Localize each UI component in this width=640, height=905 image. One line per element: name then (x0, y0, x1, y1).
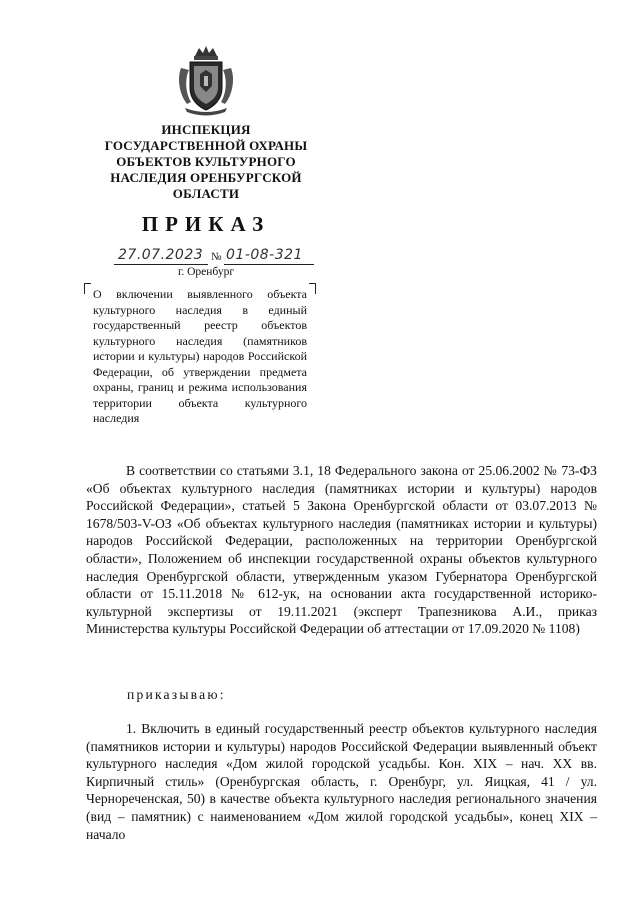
org-line: ОБЪЕКТОВ КУЛЬТУРНОГО (116, 154, 296, 169)
number-underline (224, 264, 314, 265)
org-line: ОБЛАСТИ (172, 186, 240, 201)
preamble-paragraph: В соответствии со статьями 3.1, 18 Федерального закона от 25.06.2002 № 73-ФЗ «Об объектах культурного наследия (памятниках истории и культуры) народов Российской Федерации», статьей 5 Закона Оренбургской области от 03.07.2013 № 1678/503-V-ОЗ «Об объектах культурного наследия (памятниках истории и культуры) народов Российской Федерации, расположенных на территории Оренбургской области», Положением об инспекции государственной охраны объектов культурного наследия Оренбургской области, утвержденным указом Губернатора Оренбургской области от 15.11.2018 № 612-ук, на основании акта государственной историко-культурной экспертизы от 19.11.2021 (эксперт Трапезникова А.И., приказ Министерства культуры Российской Федерации об аттестации от 17.09.2020 № 1108) (86, 463, 597, 637)
org-line: ГОСУДАРСТВЕННОЙ ОХРАНЫ (104, 138, 308, 153)
order-word: приказываю: (127, 687, 226, 702)
number-sign: № (211, 251, 222, 263)
document-type-title: ПРИКАЗ (141, 212, 271, 236)
corner-mark (309, 283, 316, 294)
document-subject: О включении выявленного объекта культурного наследия в единый государственный реестр объектов культурного наследия (памятников истории и культуры) народов Российской Федерации, об утверждении предмета охраны, границ и режима использования территории объекта культурного наследия (93, 287, 307, 425)
handwritten-number: 01-08-321 (226, 247, 303, 263)
org-line: ИНСПЕКЦИЯ (161, 122, 251, 137)
item-1-paragraph: 1. Включить в единый государственный реестр объектов культурного наследия (памятников истории и культуры) народов Российской Федерации выявленный объект культурного наследия «Дом жилой городской усадьбы. Кон. XIX – нач. XX вв. Кирпичный стиль» (Оренбургская область, г. Оренбург, ул. Яицкая, 41 / ул. Чернореченская, 50) в качестве объекта культурного наследия регионального значения (вид – памятник) с наименованием «Дом жилой городской усадьбы», конец XIX – начало (86, 721, 597, 842)
handwritten-date: 27.07.2023 (118, 247, 204, 263)
issuing-organization (84, 122, 328, 202)
date-underline (114, 264, 208, 265)
org-line: НАСЛЕДИЯ ОРЕНБУРГСКОЙ (110, 170, 302, 185)
subject-block (84, 283, 316, 443)
coat-of-arms-icon (175, 44, 237, 116)
date-number-line (84, 245, 328, 267)
issue-city: г. Оренбург (177, 266, 235, 278)
corner-mark (84, 283, 91, 294)
